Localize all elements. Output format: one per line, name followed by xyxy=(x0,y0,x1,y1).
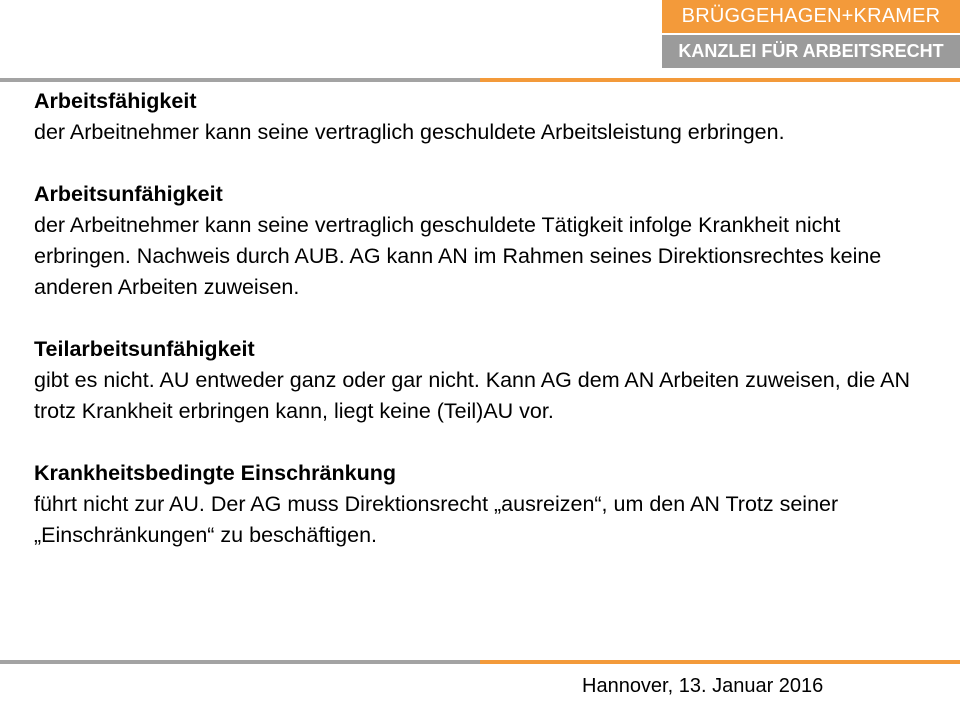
section-heading: Arbeitsunfähigkeit xyxy=(34,182,223,206)
header-divider xyxy=(0,78,960,82)
section-text: führt nicht zur AU. Der AG muss Direktionsrecht „ausreizen“, um den AN Trotz seiner „Einschränkungen“ zu beschäftigen. xyxy=(34,492,839,547)
definition-section xyxy=(34,334,934,427)
section-heading: Krankheitsbedingte Einschränkung xyxy=(34,461,396,485)
footer-place-date: Hannover, 13. Januar 2016 xyxy=(582,675,824,697)
section-text: gibt es nicht. AU entweder ganz oder gar nicht. Kann AG dem AN Arbeiten zuweisen, die AN trotz Krankheit erbringen kann, liegt keine (Teil)AU vor. xyxy=(34,368,911,423)
section-heading: Arbeitsfähigkeit xyxy=(34,89,197,113)
section-heading: Teilarbeitsunfähigkeit xyxy=(34,337,255,361)
definition-section xyxy=(34,458,934,551)
company-logo xyxy=(662,0,960,68)
section-text: der Arbeitnehmer kann seine vertraglich geschuldete Arbeitsleistung erbringen. xyxy=(34,120,785,144)
slide-content xyxy=(34,86,934,551)
footer-divider xyxy=(0,660,960,664)
definition-section xyxy=(34,179,934,303)
section-text: der Arbeitnehmer kann seine vertraglich geschuldete Tätigkeit infolge Krankheit nicht erbringen. Nachweis durch AUB. AG kann AN im Rahmen seines Direktionsrechtes keine anderen Arbeiten zuweisen. xyxy=(34,213,882,299)
logo-subtitle: KANZLEI FÜR ARBEITSRECHT xyxy=(662,35,960,68)
definition-section xyxy=(34,86,934,148)
logo-brand-name: BRÜGGEHAGEN+KRAMER xyxy=(662,0,960,33)
